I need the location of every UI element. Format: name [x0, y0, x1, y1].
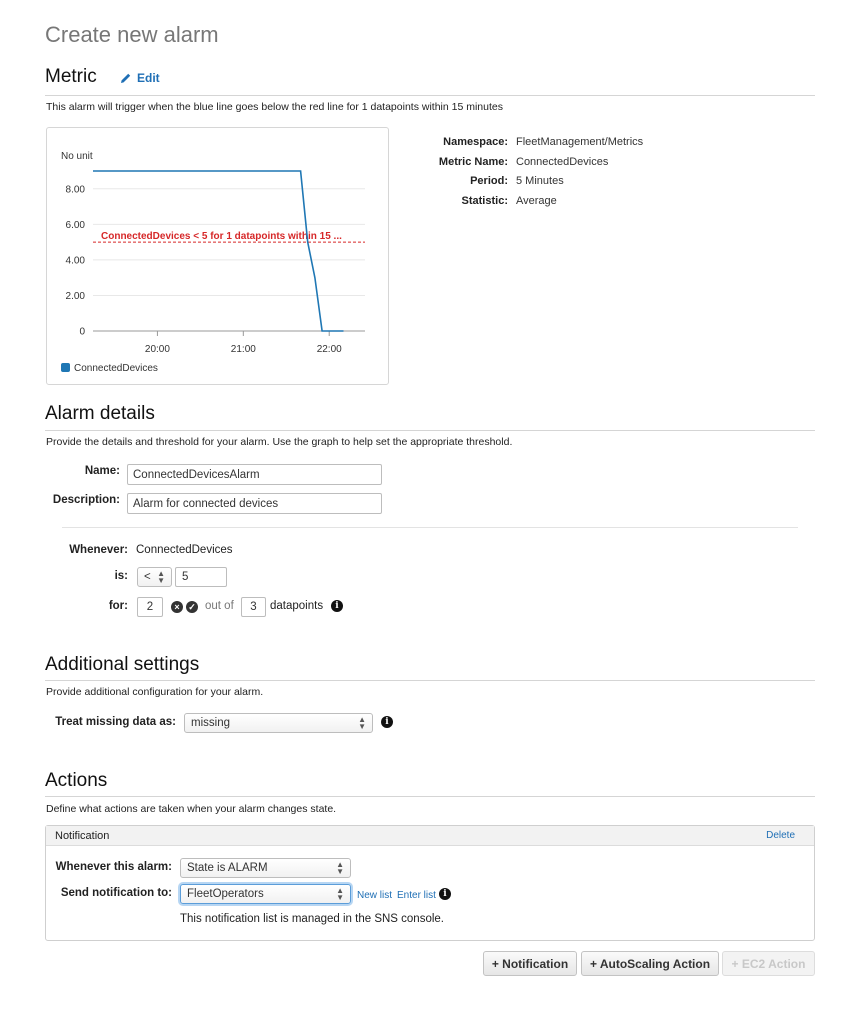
chart-x-tick-label: 22:00 [316, 344, 342, 355]
edit-metric-link[interactable] [120, 71, 160, 85]
metric-detail-row [388, 132, 643, 152]
alarm-description-input[interactable] [127, 493, 382, 514]
chart-unit-label: No unit [61, 151, 93, 162]
chart-x-tick-label: 21:00 [230, 344, 256, 355]
out-of-input[interactable] [241, 597, 266, 617]
missing-data-label: Treat missing data as: [55, 716, 176, 728]
notification-panel-title: Notification [55, 829, 110, 842]
remove-circle-icon[interactable]: × [171, 601, 183, 613]
chart-legend-swatch [61, 363, 70, 372]
chart-legend-label: ConnectedDevices [74, 363, 158, 374]
metric-chart [46, 127, 389, 385]
metric-heading: Metric [45, 66, 97, 87]
alarm-details-heading: Alarm details [45, 403, 155, 424]
check-circle-icon[interactable]: ✓ [186, 601, 198, 613]
add-ec2-action-button[interactable]: + EC2 Action [722, 951, 815, 976]
notification-target-select[interactable] [180, 884, 351, 904]
new-list-link[interactable]: New list [357, 890, 393, 901]
metric-details [388, 132, 643, 211]
missing-data-select[interactable] [184, 713, 373, 733]
delete-link[interactable]: Delete [766, 830, 795, 841]
info-icon[interactable]: i [331, 600, 343, 612]
send-notification-label: Send notification to: [60, 887, 172, 899]
actions-description: Define what actions are taken when your alarm changes state. [46, 803, 337, 815]
select-arrows-icon: ▲ ▼ [358, 715, 366, 731]
whenever-metric: ConnectedDevices [136, 544, 233, 556]
metric-detail-row [388, 191, 643, 211]
chart-x-tick-label: 20:00 [144, 344, 170, 355]
edit-label: Edit [137, 71, 160, 85]
add-autoscaling-action-button[interactable]: + AutoScaling Action [581, 951, 719, 976]
chart-svg [47, 128, 390, 386]
name-label: Name: [84, 465, 120, 477]
select-arrows-icon: ▲ ▼ [157, 569, 165, 585]
additional-settings-heading: Additional settings [45, 654, 200, 675]
for-datapoints-input[interactable] [137, 597, 163, 617]
metric-detail-value: ConnectedDevices [516, 155, 609, 168]
chart-y-tick-label: 4.00 [65, 255, 85, 267]
alarm-state-select[interactable] [180, 858, 351, 878]
chart-y-tick-label: 0 [79, 326, 85, 338]
add-notification-button[interactable]: + Notification [483, 951, 577, 976]
for-label: for: [108, 600, 128, 612]
metric-detail-label: Metric Name: [438, 155, 508, 168]
out-of-label: out of [205, 600, 234, 612]
notification-panel-header [46, 826, 814, 846]
metric-detail-value: 5 Minutes [516, 175, 564, 188]
is-label: is: [114, 570, 128, 582]
metric-detail-label: Namespace: [443, 135, 508, 148]
pencil-icon [120, 72, 132, 84]
metric-detail-value: FleetManagement/Metrics [516, 135, 644, 148]
chart-y-tick-label: 8.00 [65, 184, 85, 196]
for-value: 2 [146, 601, 154, 613]
page-title: Create new alarm [45, 22, 219, 47]
additional-settings-description: Provide additional configuration for your alarm. [46, 686, 264, 698]
whenever-alarm-label: Whenever this alarm: [55, 861, 172, 873]
metric-detail-label: Statistic: [461, 194, 508, 207]
info-icon[interactable]: i [439, 888, 451, 900]
notification-target-value: FleetOperators [187, 888, 264, 900]
chart-series-line [93, 171, 344, 331]
metric-detail-row [388, 152, 643, 172]
missing-data-value: missing [191, 717, 230, 729]
description-label: Description: [52, 494, 120, 506]
enter-list-link[interactable]: Enter list [397, 890, 436, 901]
alarm-details-description: Provide the details and threshold for your alarm. Use the graph to help set the appropriate threshold. [46, 436, 513, 448]
metric-detail-row [388, 171, 643, 191]
threshold-value: 5 [182, 571, 189, 583]
datapoints-label: datapoints [270, 600, 324, 612]
alarm-state-value: State is ALARM [187, 862, 268, 874]
metric-detail-label: Period: [470, 175, 508, 188]
chart-y-tick-label: 2.00 [65, 290, 85, 302]
whenever-label: Whenever: [69, 544, 128, 556]
alarm-name-input[interactable] [127, 464, 382, 485]
info-icon[interactable]: i [381, 716, 393, 728]
operator-select[interactable] [137, 567, 172, 587]
chart-threshold-label: ConnectedDevices < 5 for 1 datapoints within 15 ... [101, 231, 342, 243]
threshold-input[interactable] [175, 567, 227, 587]
out-of-value: 3 [250, 601, 257, 613]
actions-heading: Actions [45, 770, 108, 791]
sns-note: This notification list is managed in the SNS console. [180, 913, 444, 925]
metric-detail-value: Average [516, 194, 557, 207]
select-arrows-icon: ▲ ▼ [336, 860, 344, 876]
select-arrows-icon: ▲ ▼ [336, 886, 344, 902]
chart-y-tick-label: 6.00 [65, 219, 85, 231]
metric-description: This alarm will trigger when the blue line goes below the red line for 1 datapoints within 15 minutes [46, 101, 503, 113]
operator-value: < [144, 571, 151, 583]
